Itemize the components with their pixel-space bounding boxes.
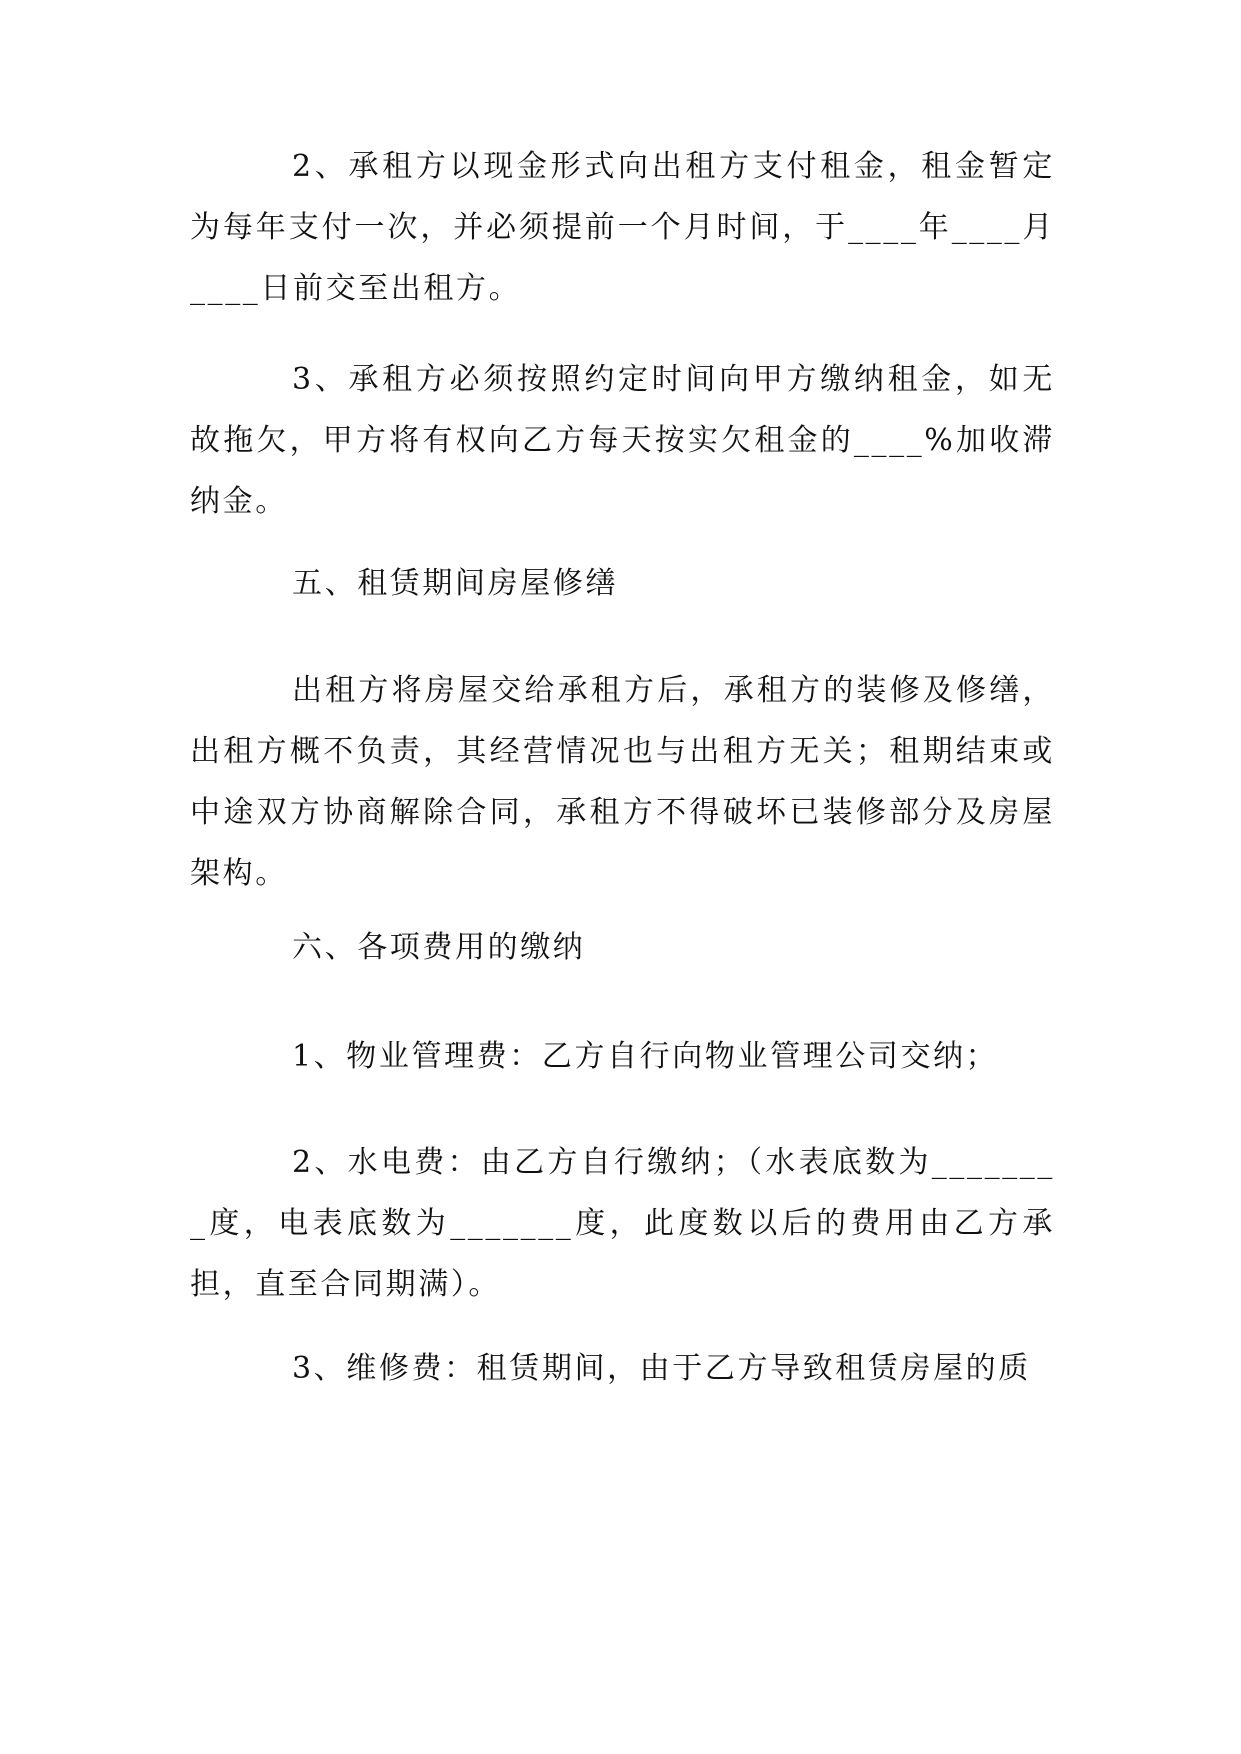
paragraph-late-fee: 3、承租方必须按照约定时间向甲方缴纳租金，如无故拖欠，甲方将有权向乙方每天按实欠租金的____%加收滞纳金。 (190, 362, 1055, 519)
paragraph-rent-payment: 2、承租方以现金形式向出租方支付租金，租金暂定为每年支付一次，并必须提前一个月时间，于____年____月____日前交至出租方。 (190, 149, 1055, 306)
paragraph-property-fee: 1、物业管理费：乙方自行向物业管理公司交纳； (292, 1039, 999, 1074)
section-heading-fees: 六、各项费用的缴纳 (292, 930, 586, 965)
section-heading-repairs: 五、租赁期间房屋修缮 (292, 566, 618, 601)
paragraph-repairs: 出租方将房屋交给承租方后，承租方的装修及修缮，出租方概不负责，其经营情况也与出租方无关；租期结束或中途双方协商解除合同，承租方不得破坏已装修部分及房屋架构。 (190, 673, 1055, 891)
paragraph-maintenance: 3、维修费：租赁期间，由于乙方导致租赁房屋的质 (292, 1351, 1031, 1386)
paragraph-utilities: 2、水电费：由乙方自行缴纳；（水表底数为________度，电表底数为_______度，此度数以后的费用由乙方承担，直至合同期满）。 (190, 1145, 1055, 1302)
